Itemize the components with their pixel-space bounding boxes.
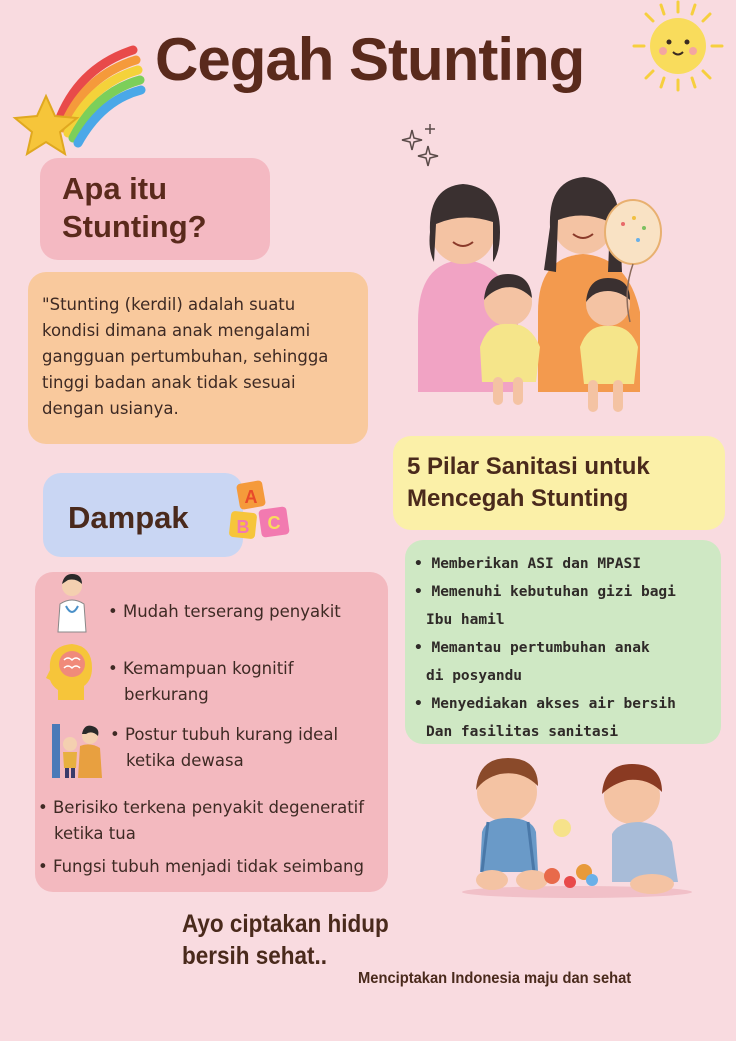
definition-heading: Apa itu Stunting?	[62, 171, 207, 244]
impact-item	[38, 854, 364, 880]
definition-line: tinggi badan anak tidak sesuai	[42, 373, 296, 392]
pillar-item: Ibu hamil	[426, 612, 505, 628]
block-letter-b: B	[236, 517, 250, 537]
definition-line: dengan usianya.	[42, 399, 179, 418]
closing-line: Ayo ciptakan hidup	[182, 910, 389, 938]
closing-line: bersih sehat..	[182, 942, 328, 970]
kids-playing-illustration	[452, 752, 702, 902]
impact-item-line: • Berisiko terkena penyakit degeneratif	[38, 798, 365, 817]
pillars-heading	[407, 451, 736, 515]
definition-line: "Stunting (kerdil) adalah suatu	[42, 295, 296, 314]
pillar-item: • Memenuhi kebutuhan gizi bagi	[414, 584, 676, 600]
pillars-heading-line: Mencegah Stunting	[407, 485, 629, 512]
pillar-item: • Memantau pertumbuhan anak	[414, 640, 650, 656]
impact-item	[38, 795, 364, 847]
block-letter-c: C	[267, 513, 281, 533]
pillars-heading-line: 5 Pilar Sanitasi untuk	[407, 453, 650, 480]
definition-text	[42, 292, 364, 422]
impact-item-line: • Kemampuan kognitif	[108, 659, 294, 678]
page-title: Cegah Stunting	[155, 26, 585, 93]
impact-item-line: ketika tua	[54, 824, 136, 843]
impact-item-line: • Postur tubuh kurang ideal	[110, 725, 339, 744]
impact-heading: Dampak	[68, 500, 189, 535]
height-measure-icon	[50, 722, 104, 780]
block-letter-a: A	[244, 487, 258, 507]
impact-item	[108, 599, 341, 625]
tagline: Menciptakan Indonesia maju dan sehat	[358, 970, 632, 987]
pillars-list	[414, 550, 724, 746]
pillar-item: Dan fasilitas sanitasi	[426, 724, 619, 740]
impact-item-line: ketika dewasa	[126, 751, 244, 770]
pillar-item: • Memberikan ASI dan MPASI	[414, 556, 641, 572]
definition-line: gangguan pertumbuhan, sehingga	[42, 347, 329, 366]
closing-message	[182, 908, 416, 972]
impact-item-line: • Mudah terserang penyakit	[108, 602, 341, 621]
family-illustration	[408, 162, 668, 422]
impact-item	[110, 722, 338, 774]
doctor-icon	[52, 572, 92, 634]
abc-blocks-icon	[226, 478, 298, 550]
brain-head-icon	[44, 640, 96, 702]
definition-line: kondisi dimana anak mengalami	[42, 321, 311, 340]
pillar-item: di posyandu	[426, 668, 523, 684]
rainbow-star-icon	[8, 28, 148, 163]
impact-item-line: • Fungsi tubuh menjadi tidak seimbang	[38, 857, 364, 876]
sun-icon	[626, 0, 730, 92]
impact-item-line: berkurang	[124, 685, 209, 704]
pillar-item: • Menyediakan akses air bersih	[414, 696, 676, 712]
impact-item	[108, 656, 294, 708]
